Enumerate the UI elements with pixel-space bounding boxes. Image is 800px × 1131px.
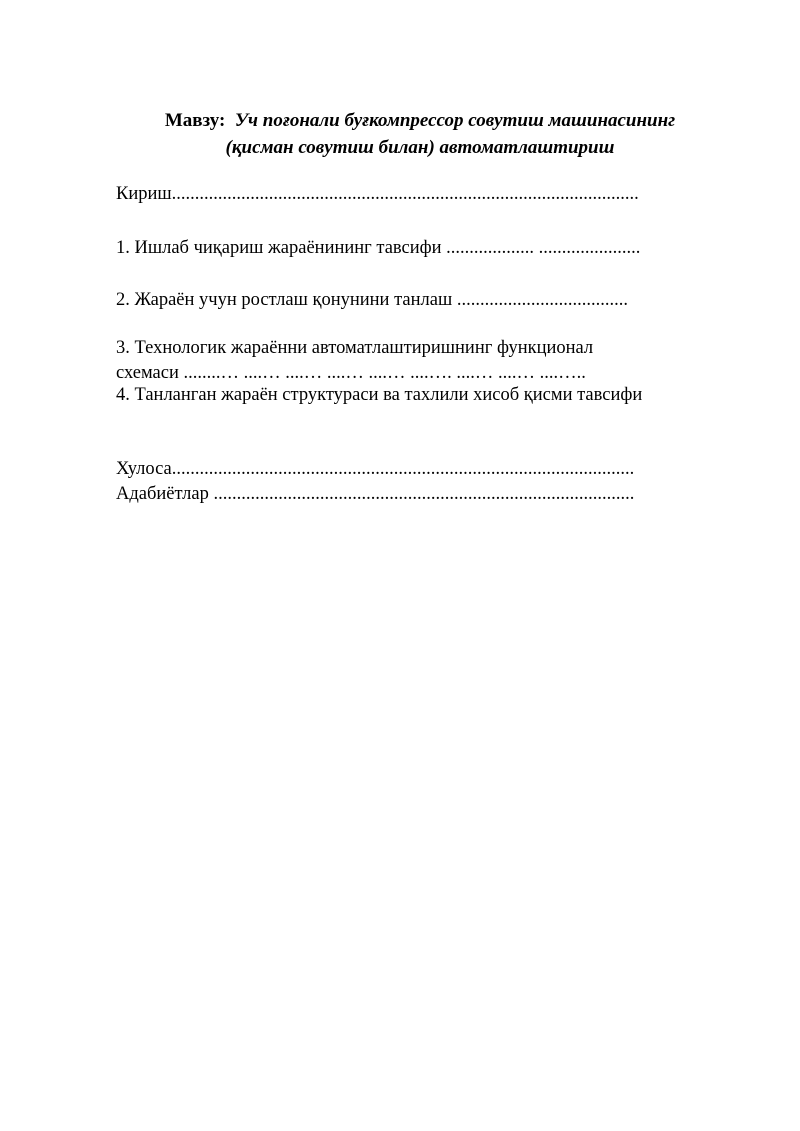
toc-section-4: 4. Танланган жараён структураси ва тахлили хисоб қисми тавсифи <box>116 385 643 405</box>
toc-section-3-line-2: схемаси ........… ....… ....… ....… ....… ....…. ....… ....… ....….. <box>116 363 586 383</box>
toc-section-3-line-1: 3. Технологик жараённи автоматлаштиришнинг функционал <box>116 338 594 358</box>
title-line-1 <box>100 107 740 134</box>
toc-conclusion: Хулоса.................................................................................................... <box>116 459 635 479</box>
toc-section-2: 2. Жараён учун ростлаш қонунини танлаш ..................................... <box>116 290 628 310</box>
document-title <box>100 107 740 161</box>
title-text-line-2: (қисман совутиш билан) автоматлаштириш <box>225 137 615 158</box>
toc-section-1: 1. Ишлаб чиқариш жараёнининг тавсифи ................... ...................... <box>116 238 641 258</box>
toc-references: Адабиётлар ........................................................................................... <box>116 484 635 504</box>
toc-intro: Кириш..................................................................................................... <box>116 184 639 204</box>
title-text-line-1: Уч поғонали буғкомпрессор совутиш машинасининг <box>234 110 676 131</box>
title-label: Мавзу: <box>164 110 226 131</box>
